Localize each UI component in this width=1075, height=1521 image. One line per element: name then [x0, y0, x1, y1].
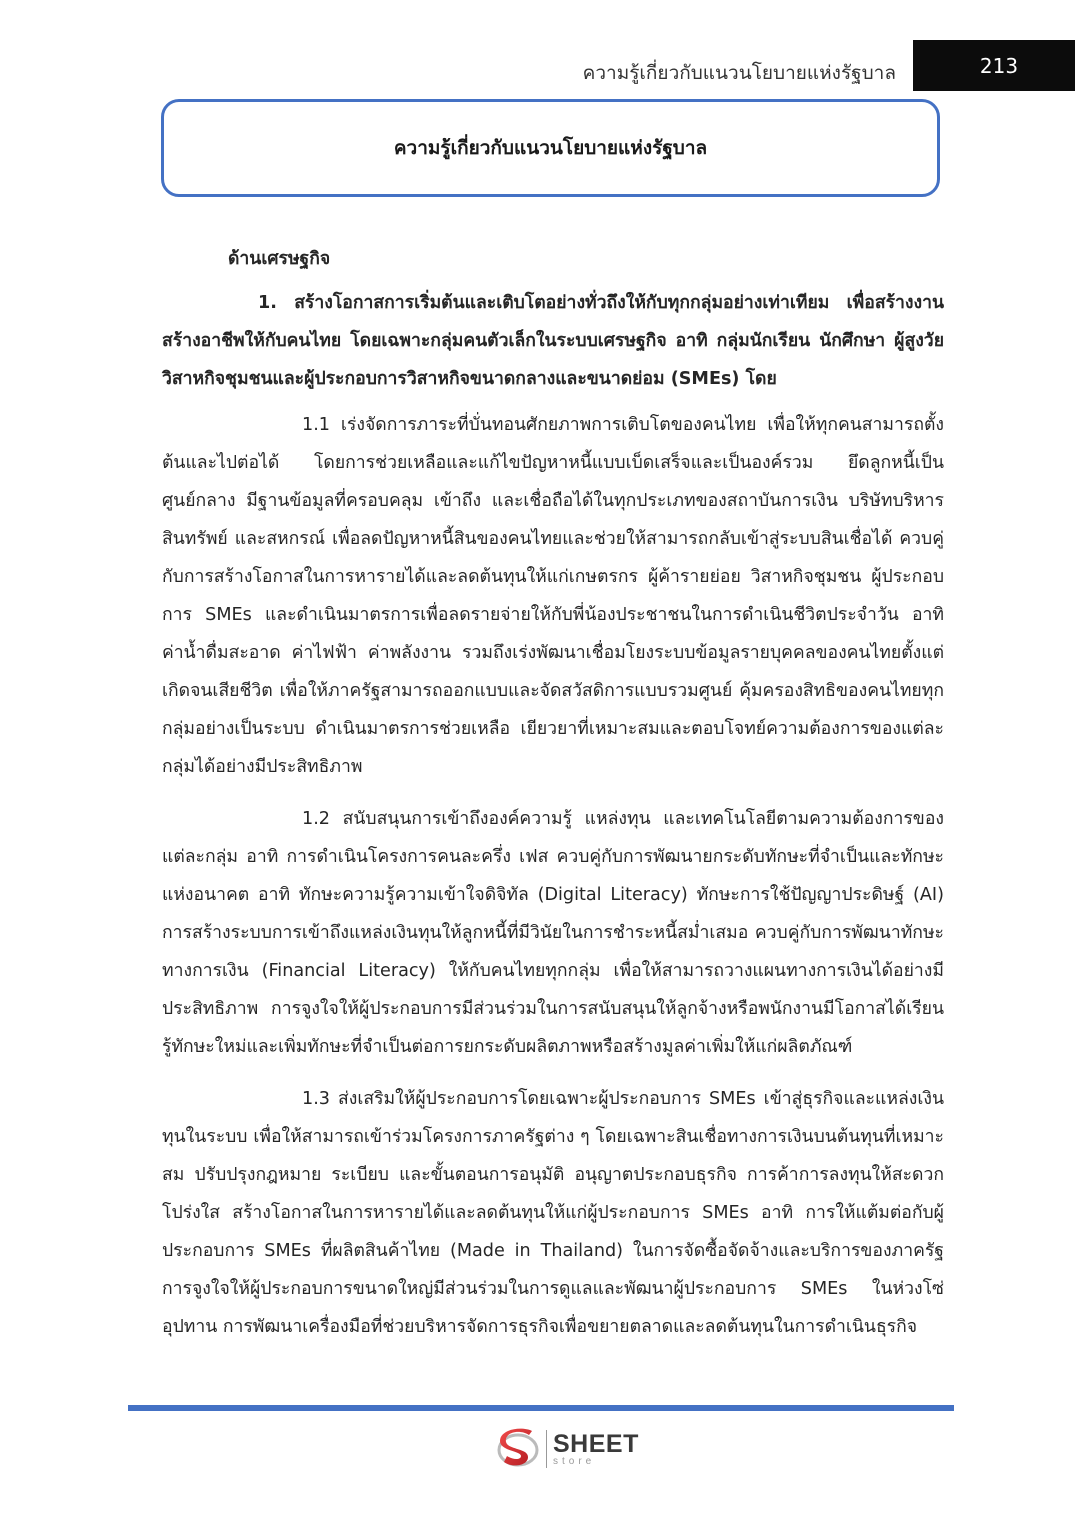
section-title-box [161, 99, 940, 197]
page-number-box [913, 40, 1075, 91]
footer-logo [496, 1426, 639, 1472]
logo-word: SHEET [553, 1430, 639, 1458]
running-header-title: ความรู้เกี่ยวกับแนวนโยบายแห่งรัฐบาล [582, 62, 896, 84]
logo-subword: store [553, 1456, 596, 1467]
document-body [162, 240, 944, 1360]
footer-rule [128, 1405, 954, 1411]
logo-divider [546, 1430, 547, 1468]
section-title: ความรู้เกี่ยวกับแนวนโยบายแห่งรัฐบาล [393, 137, 708, 159]
paragraph-1-2: 1.2 สนับสนุนการเข้าถึงองค์ความรู้ แหล่งทุน และเทคโนโลยีตามความต้องการของแต่ละกลุ่ม อาทิ การดำเนินโครงการคนละครึ่ง เฟส ควบคู่กับการพัฒนายกระดับทักษะที่จำเป็นและทักษะแห่งอนาคต อาทิ ทักษะความรู้ความเข้าใจดิจิทัล (Digital Literacy) ทักษะการใช้ปัญญาประดิษฐ์ (AI) การสร้างระบบการเข้าถึงแหล่งเงินทุนให้ลูกหนี้ที่มีวินัยในการชำระหนี้สม่ำเสมอ ควบคู่กับการพัฒนาทักษะทางการเงิน (Financial Literacy) ให้กับคนไทยทุกกลุ่ม เพื่อให้สามารถวางแผนทางการเงินได้อย่างมีประสิทธิภาพ การจูงใจให้ผู้ประกอบการมีส่วนร่วมในการสนับสนุนให้ลูกจ้างหรือพนักงานมีโอกาสได้เรียนรู้ทักษะใหม่และเพิ่มทักษะที่จำเป็นต่อการยกระดับผลิตภาพหรือสร้างมูลค่าเพิ่มให้แก่ผลิตภัณฑ์ [162, 809, 944, 1057]
sheet-store-s-icon [496, 1426, 544, 1472]
item-heading: 1. สร้างโอกาสการเริ่มต้นและเติบโตอย่างทั่วถึงให้กับทุกกลุ่มอย่างเท่าเทียม เพื่อสร้างงาน สร้างอาชีพให้กับคนไทย โดยเฉพาะกลุ่มคนตัวเล็กในระบบเศรษฐกิจ อาทิ กลุ่มนักเรียน นักศึกษา ผู้สูงวัย วิสาหกิจชุมชนและผู้ประกอบการวิสาหกิจขนาดกลางและขนาดย่อม (SMEs) โดย [162, 293, 944, 389]
paragraph-1-3: 1.3 ส่งเสริมให้ผู้ประกอบการโดยเฉพาะผู้ประกอบการ SMEs เข้าสู่ธุรกิจและแหล่งเงินทุนในระบบ เพื่อให้สามารถเข้าร่วมโครงการภาครัฐต่าง ๆ โดยเฉพาะสินเชื่อทางการเงินบนต้นทุนที่เหมาะสม ปรับปรุงกฎหมาย ระเบียบ และขั้นตอนการอนุมัติ อนุญาตประกอบธุรกิจ การค้าการลงทุนให้สะดวก โปร่งใส สร้างโอกาสในการหารายได้และลดต้นทุนให้แก่ผู้ประกอบการ SMEs อาทิ การให้แต้มต่อกับผู้ประกอบการ SMEs ที่ผลิตสินค้าไทย (Made in Thailand) ในการจัดซื้อจัดจ้างและบริการของภาครัฐ การจูงใจให้ผู้ประกอบการขนาดใหญ่มีส่วนร่วมในการดูแลและพัฒนาผู้ประกอบการ SMEs ในห่วงโซ่อุปทาน การพัฒนาเครื่องมือที่ช่วยบริหารจัดการธุรกิจเพื่อขยายตลาดและลดต้นทุนในการดำเนินธุรกิจ [162, 1089, 944, 1337]
logo-text [553, 1431, 639, 1467]
subsection-title: ด้านเศรษฐกิจ [228, 249, 331, 269]
paragraph-1-1: 1.1 เร่งจัดการภาระที่บั่นทอนศักยภาพการเติบโตของคนไทย เพื่อให้ทุกคนสามารถตั้งต้นและไปต่อได้ โดยการช่วยเหลือและแก้ไขปัญหาหนี้แบบเบ็ดเสร็จและเป็นองค์รวม ยึดลูกหนี้เป็นศูนย์กลาง มีฐานข้อมูลที่ครอบคลุม เข้าถึง และเชื่อถือได้ในทุกประเภทของสถาบันการเงิน บริษัทบริหารสินทรัพย์ และสหกรณ์ เพื่อลดปัญหาหนี้สินของคนไทยและช่วยให้สามารถกลับเข้าสู่ระบบสินเชื่อได้ ควบคู่กับการสร้างโอกาสในการหารายได้และลดต้นทุนให้แก่เกษตรกร ผู้ค้ารายย่อย วิสาหกิจชุมชน ผู้ประกอบการ SMEs และดำเนินมาตรการเพื่อลดรายจ่ายให้กับพี่น้องประชาชนในการดำเนินชีวิตประจำวัน อาทิ ค่าน้ำดื่มสะอาด ค่าไฟฟ้า ค่าพลังงาน รวมถึงเร่งพัฒนาเชื่อมโยงระบบข้อมูลรายบุคคลของคนไทยตั้งแต่เกิดจนเสียชีวิต เพื่อให้ภาครัฐสามารถออกแบบและจัดสวัสดิการแบบรวมศูนย์ คุ้มครองสิทธิของคนไทยทุกกลุ่มอย่างเป็นระบบ ดำเนินมาตรการช่วยเหลือ เยียวยาที่เหมาะสมและตอบโจทย์ความต้องการของแต่ละกลุ่มได้อย่างมีประสิทธิภาพ [162, 415, 944, 777]
page-number: 213 [979, 53, 1019, 78]
